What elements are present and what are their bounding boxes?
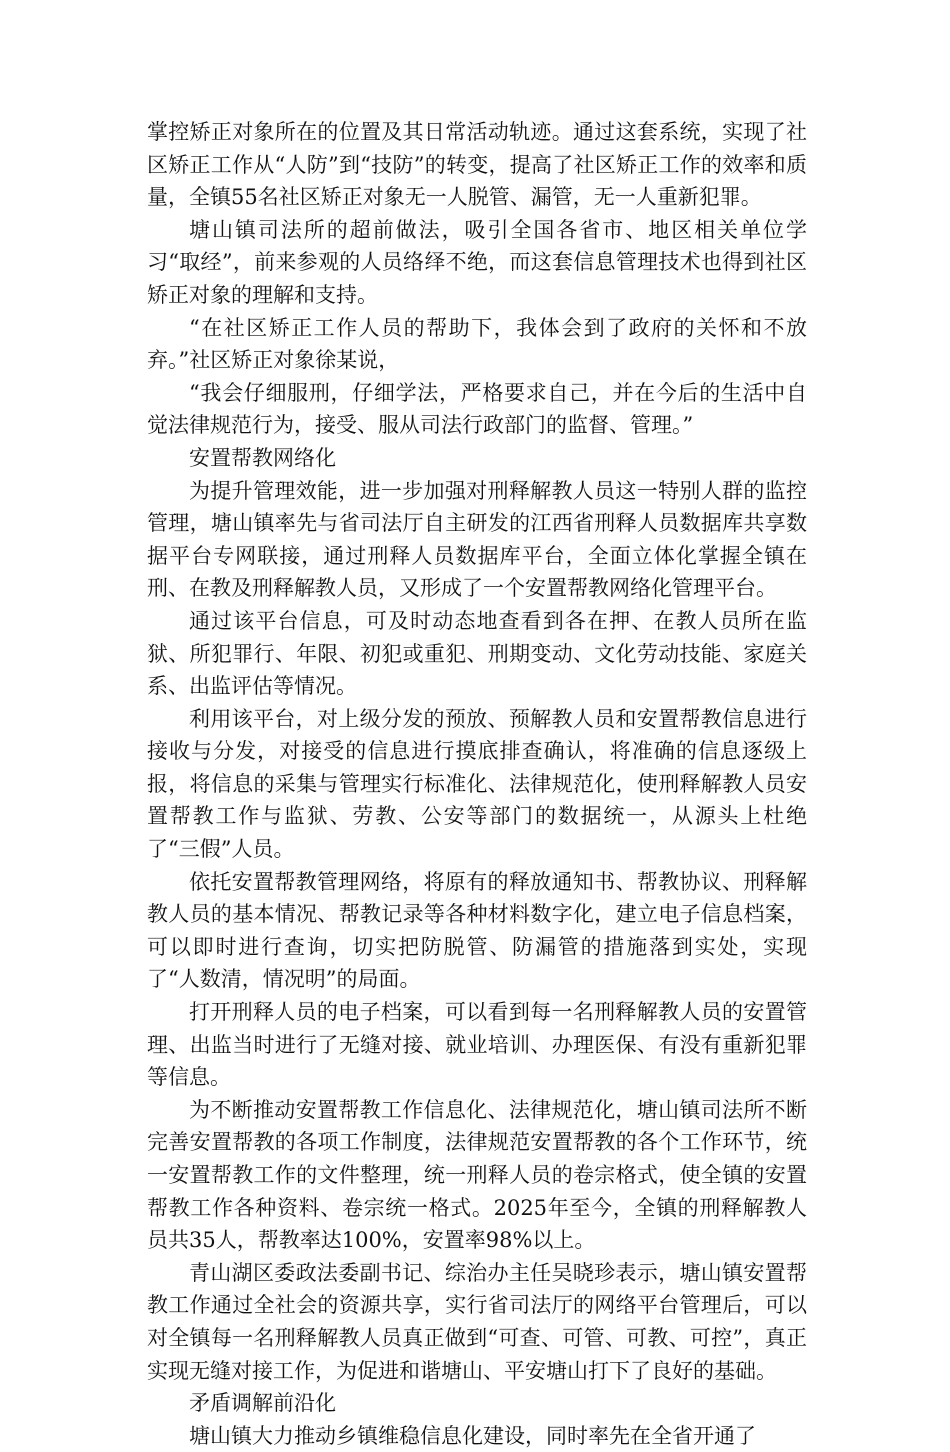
paragraph: 打开刑释人员的电子档案，可以看到每一名刑释解教人员的安置管理、出监当时进行了无缝对接、就业培训、办理医保、有没有重新犯罪等信息。: [147, 1000, 807, 1090]
paragraph: 青山湖区委政法委副书记、综治办主任吴晓珍表示，塘山镇安置帮教工作通过全社会的资源共享，实行省司法厅的网络平台管理后，可以对全镇每一名刑释解教人员真正做到“可查、可管、可教、可控”，真正实现无缝对接工作，为促进和谐塘山、平安塘山打下了良好的基础。: [147, 1260, 807, 1383]
paragraph: 利用该平台，对上级分发的预放、预解教人员和安置帮教信息进行接收与分发，对接受的信息进行摸底排查确认，将准确的信息逐级上报，将信息的采集与管理实行标准化、法律规范化，使刑释解教人员安置帮教工作与监狱、劳教、公安等部门的数据统一，从源头上杜绝了“三假”人员。: [147, 706, 807, 862]
paragraph: 塘山镇司法所的超前做法，吸引全国各省市、地区相关单位学习“取经”，前来参观的人员络绎不绝，而这套信息管理技术也得到社区矫正对象的理解和支持。: [147, 217, 807, 307]
paragraph: 塘山镇大力推动乡镇维稳信息化建设，同时率先在全省开通了: [189, 1423, 756, 1448]
paragraph: 通过该平台信息，可及时动态地查看到各在押、在教人员所在监狱、所犯罪行、年限、初犯或重犯、刑期变动、文化劳动技能、家庭关系、出监评估等情况。: [147, 608, 807, 699]
paragraph: 为提升管理效能，进一步加强对刑释解教人员这一特别人群的监控管理，塘山镇率先与省司法厅自主研发的江西省刑释人员数据库共享数据平台专网联接，通过刑释人员数据库平台，全面立体化掌握全镇在刑、在教及刑释解教人员，又形成了一个安置帮教网络化管理平台。: [147, 478, 807, 601]
section-heading: 安置帮教网络化: [189, 445, 336, 470]
paragraph: 为不断推动安置帮教工作信息化、法律规范化，塘山镇司法所不断完善安置帮教的各项工作制度，法律规范安置帮教的各个工作环节，统一安置帮教工作的文件整理，统一刑释人员的卷宗格式，使全镇的安置帮教工作各种资料、卷宗统一格式。2025年至今，全镇的刑释解教人员共35人，帮教率达100%，安置率98%以上。: [147, 1097, 807, 1253]
document-body: [147, 116, 807, 1452]
section-heading: 矛盾调解前沿化: [189, 1391, 336, 1416]
paragraph-continued: 掌控矫正对象所在的位置及其日常活动轨迹。通过这套系统，实现了社区矫正工作从“人防”到“技防”的转变，提高了社区矫正工作的效率和质量，全镇55名社区矫正对象无一人脱管、漏管，无一人重新犯罪。: [147, 120, 807, 210]
paragraph: 依托安置帮教管理网络，将原有的释放通知书、帮教协议、刑释解教人员的基本情况、帮教记录等各种材料数字化，建立电子信息档案，可以即时进行查询，切实把防脱管、防漏管的措施落到实处，实现了“人数清，情况明”的局面。: [147, 869, 807, 992]
quote-paragraph: “我会仔细服刑，仔细学法，严格要求自己，并在今后的生活中自觉法律规范行为，接受、服从司法行政部门的监督、管理。”: [147, 380, 807, 438]
quote-paragraph: “在社区矫正工作人员的帮助下，我体会到了政府的关怀和不放弃。”社区矫正对象徐某说，: [147, 315, 807, 373]
